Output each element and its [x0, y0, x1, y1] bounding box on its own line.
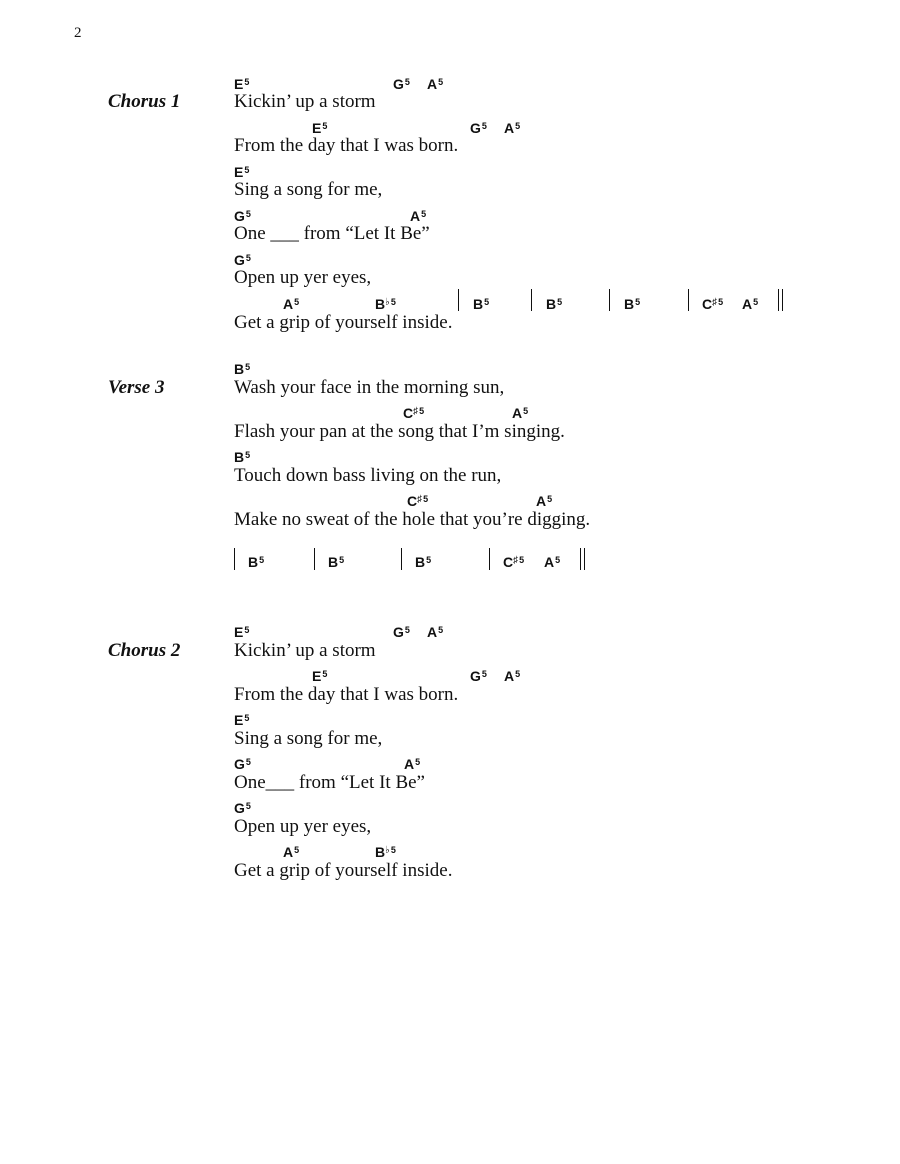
chord-symbol: $A^5$	[512, 405, 529, 421]
final-bar-line	[580, 548, 585, 570]
lyric-line: Sing a song for me,	[234, 728, 383, 749]
bar-line	[688, 289, 689, 311]
chord-symbol: $A^5$	[504, 120, 521, 136]
chord-symbol: $E^5$	[234, 624, 250, 640]
lyric-line: Wash your face in the morning sun,	[234, 377, 505, 398]
chord-symbol: $A^5$	[404, 756, 421, 772]
chord-symbol: $B^5$	[234, 449, 251, 465]
lyric-line: One ___ from “Let It Be”	[234, 223, 430, 244]
chord-symbol: $B^{♭5}$	[375, 844, 396, 860]
lyric-line: One___ from “Let It Be”	[234, 772, 425, 793]
bar-line	[401, 548, 402, 570]
lyric-line: Open up yer eyes,	[234, 267, 372, 288]
chord-symbol: $C^{♯5}$	[503, 554, 525, 570]
chord-symbol: $G^5$	[393, 624, 410, 640]
section-label-chorus-2: Chorus 2	[108, 640, 181, 661]
lyric-line: Flash your pan at the song that I’m singing.	[234, 421, 565, 442]
lyric-line: Kickin’ up a storm	[234, 91, 376, 112]
chord-symbol: $A^5$	[410, 208, 427, 224]
chord-symbol: $G^5$	[234, 208, 251, 224]
bar-line	[314, 548, 315, 570]
lyric-line: Make no sweat of the hole that you’re digging.	[234, 509, 591, 530]
lyric-line: Get a grip of yourself inside.	[234, 860, 453, 881]
page-number: 2	[74, 25, 82, 41]
lyric-line: From the day that I was born.	[234, 135, 459, 156]
chord-symbol: $G^5$	[234, 252, 251, 268]
chord-symbol: $G^5$	[470, 668, 487, 684]
bar-line	[458, 289, 459, 311]
section-label-verse-3: Verse 3	[108, 377, 165, 398]
chord-symbol: $G^5$	[393, 76, 410, 92]
bar-line	[609, 289, 610, 311]
chord-symbol: $A^5$	[742, 296, 759, 312]
chord-symbol: $E^5$	[312, 120, 328, 136]
lyric-line: From the day that I was born.	[234, 684, 459, 705]
lyric-line: Touch down bass living on the run,	[234, 465, 502, 486]
chord-symbol: $G^5$	[234, 756, 251, 772]
section-label-chorus-1: Chorus 1	[108, 91, 181, 112]
chord-symbol: $A^5$	[504, 668, 521, 684]
lyric-line: Sing a song for me,	[234, 179, 383, 200]
lyric-line: Kickin’ up a storm	[234, 640, 376, 661]
bar-line	[531, 289, 532, 311]
chord-symbol: $A^5$	[427, 624, 444, 640]
chord-symbol: $E^5$	[234, 164, 250, 180]
bar-line	[489, 548, 490, 570]
chord-symbol: $B^5$	[328, 554, 345, 570]
final-bar-line	[778, 289, 783, 311]
chord-symbol: $B^{♭5}$	[375, 296, 396, 312]
chord-symbol: $B^5$	[546, 296, 563, 312]
chord-symbol: $C^{♯5}$	[403, 405, 425, 421]
chord-symbol: $B^5$	[415, 554, 432, 570]
chord-symbol: $B^5$	[248, 554, 265, 570]
bar-line	[234, 548, 235, 570]
chord-symbol: $G^5$	[234, 800, 251, 816]
chord-symbol: $A^5$	[427, 76, 444, 92]
chord-symbol: $C^{♯5}$	[702, 296, 724, 312]
lyric-line: Open up yer eyes,	[234, 816, 372, 837]
chord-symbol: $C^{♯5}$	[407, 493, 429, 509]
chord-symbol: $E^5$	[234, 76, 250, 92]
chord-symbol: $A^5$	[544, 554, 561, 570]
chord-symbol: $B^5$	[473, 296, 490, 312]
chord-symbol: $G^5$	[470, 120, 487, 136]
chord-symbol: $B^5$	[234, 361, 251, 377]
chord-symbol: $A^5$	[536, 493, 553, 509]
chord-symbol: $A^5$	[283, 296, 300, 312]
lyric-line: Get a grip of yourself inside.	[234, 312, 453, 333]
chord-symbol: $E^5$	[234, 712, 250, 728]
chord-symbol: $B^5$	[624, 296, 641, 312]
chord-symbol: $E^5$	[312, 668, 328, 684]
chord-symbol: $A^5$	[283, 844, 300, 860]
